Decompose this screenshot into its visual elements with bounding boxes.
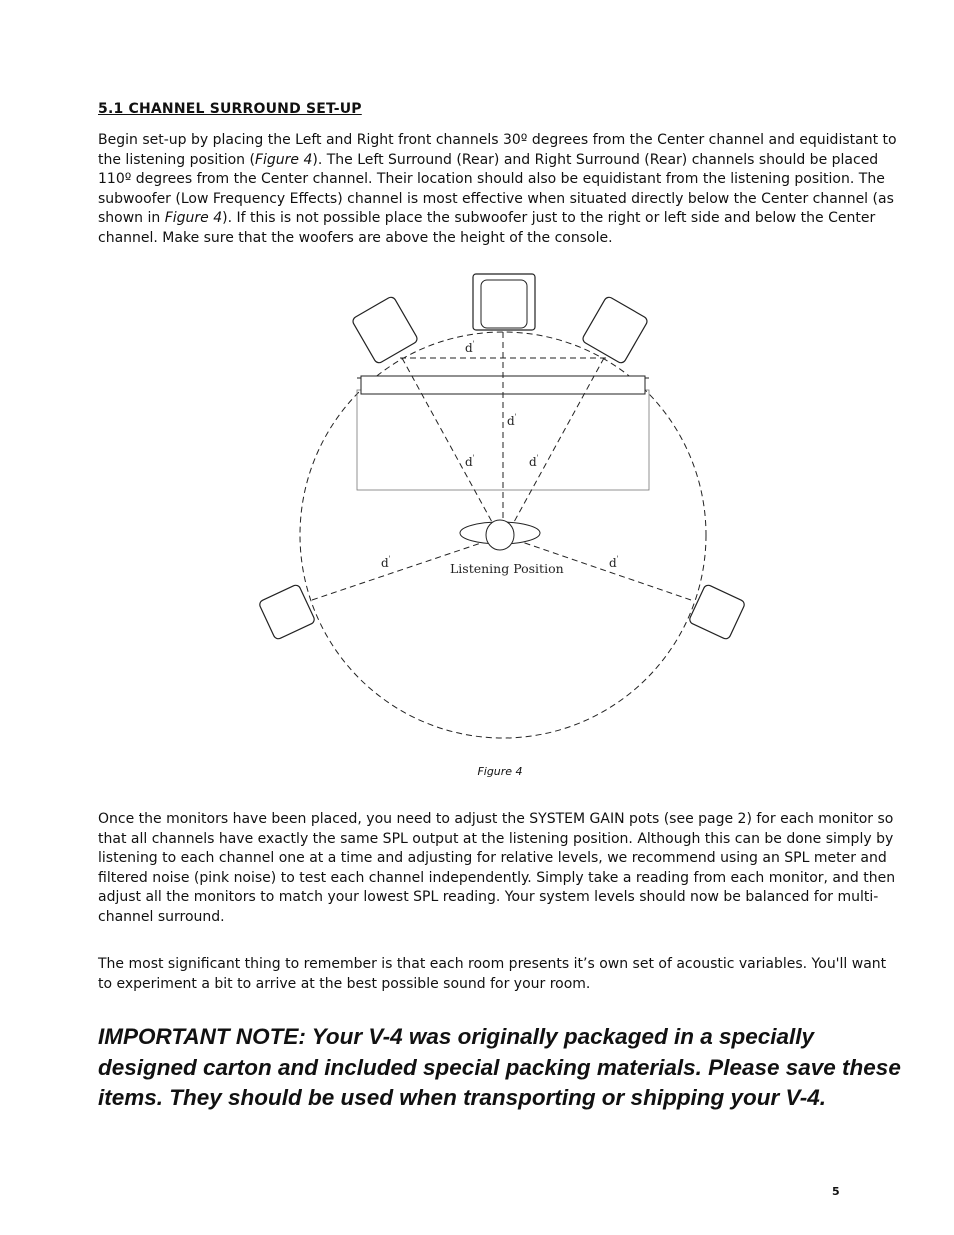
center-speaker bbox=[473, 274, 535, 330]
listener-head bbox=[460, 520, 540, 550]
listening-position-label: Listening Position bbox=[450, 561, 564, 576]
distance-label: d' bbox=[529, 454, 539, 469]
surround-setup-diagram bbox=[250, 265, 750, 745]
distance-label: d' bbox=[465, 340, 475, 355]
left-front-speaker bbox=[351, 295, 419, 364]
intro-text-1: Begin set-up by placing the Left and Right front channels 30º degrees from the Center channel and equidistant to the listening position ( bbox=[98, 132, 897, 168]
gain-paragraph: Once the monitors have been placed, you need to adjust the SYSTEM GAIN pots (see page 2) for each monitor so that all channels have exactly the same SPL output at the listening position. Although this can be done simply by listening to each channel one at a time and adjusting for relative levels, we recommend using an SPL meter and filtered noise (pink noise) to test each channel independently. Simply take a reading from each monitor, and then adjust all the monitors to match your lowest SPL reading. Your system levels should now be balanced for multi-channel surround. bbox=[98, 811, 896, 925]
page-number: 5 bbox=[832, 1185, 840, 1198]
distance-label: d' bbox=[507, 413, 517, 428]
intro-text-3: ). If this is not possible place the subwoofer just to the right or left side and below the Center channel. Make sure that the woofers are above the height of the console. bbox=[98, 210, 876, 246]
figure-caption: Figure 4 bbox=[477, 765, 523, 778]
important-note: IMPORTANT NOTE: Your V-4 was originally packaged in a specially designed carton and included special packing materials. Please save these items. They should be used when transporting or shipping your V-4. bbox=[98, 1024, 901, 1110]
right-surround-speaker bbox=[688, 584, 746, 641]
figure-reference: Figure 4 bbox=[164, 210, 223, 226]
figure-reference: Figure 4 bbox=[254, 151, 313, 168]
right-front-speaker bbox=[581, 295, 649, 364]
intro-paragraph bbox=[98, 131, 904, 248]
intro-text-2: ). The Left Surround (Rear) and Right Surround (Rear) channels should be placed 110º degrees from the Center channel. Their location should also be equidistant from the listening position. The subwoofer (Low Frequency Effects) channel is most effective when situated directly below the Center channel (as shown in bbox=[98, 151, 894, 226]
distance-label: d' bbox=[465, 454, 475, 469]
section-heading: 5.1 CHANNEL SURROUND SET-UP bbox=[98, 101, 362, 117]
left-surround-speaker bbox=[258, 584, 316, 641]
distance-label: d' bbox=[381, 555, 391, 570]
room-paragraph: The most significant thing to remember is that each room presents it’s own set of acoustic variables. You'll want to experiment a bit to arrive at the best possible sound for your room. bbox=[98, 956, 887, 992]
distance-label: d' bbox=[609, 555, 619, 570]
